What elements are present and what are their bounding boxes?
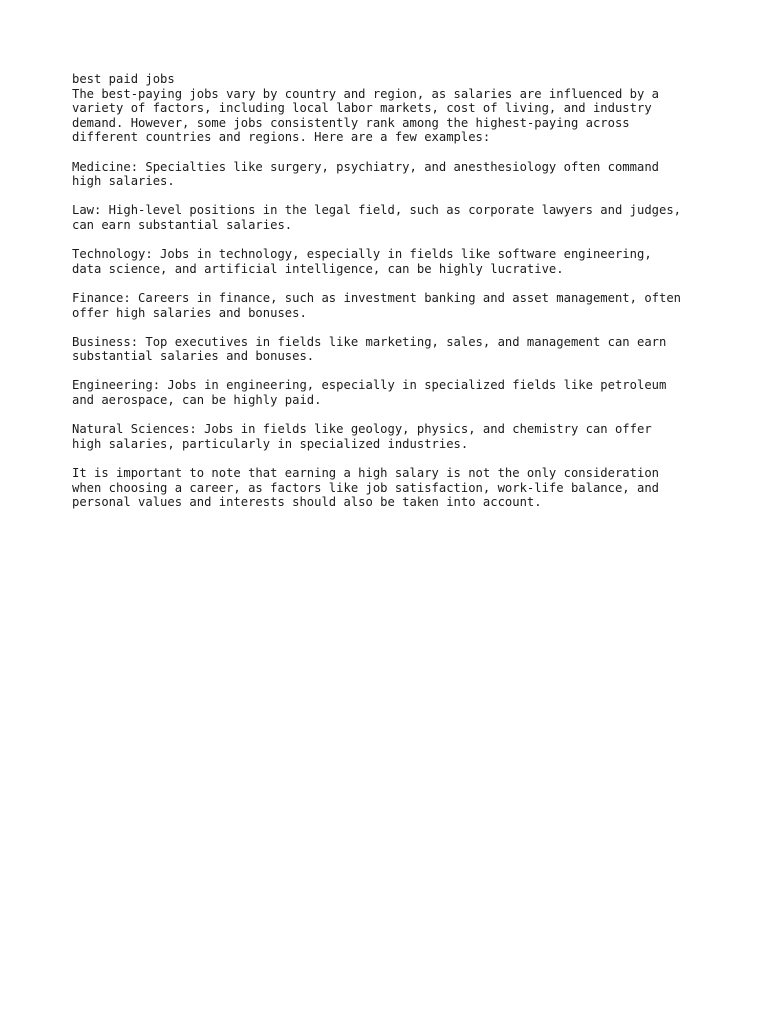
conclusion-line: personal values and interests should also be taken into account.: [72, 495, 542, 510]
intro-line: demand. However, some jobs consistently rank among the highest-paying across: [72, 115, 630, 130]
document-page: [72, 72, 712, 524]
section-line: Technology: Jobs in technology, especially in fields like software engineering,: [72, 247, 652, 262]
conclusion-line: It is important to note that earning a high salary is not the only consideration: [72, 466, 659, 481]
section-medicine: [72, 160, 712, 189]
intro-block: [72, 72, 712, 145]
document-title: best paid jobs: [72, 72, 175, 86]
section-line: can earn substantial salaries.: [72, 217, 293, 232]
section-business: [72, 335, 712, 364]
section-law: [72, 203, 712, 232]
intro-line: different countries and regions. Here are a few examples:: [72, 130, 491, 145]
intro-line: The best-paying jobs vary by country and region, as salaries are influenced by a: [72, 86, 659, 101]
section-natural-sciences: [72, 422, 712, 451]
section-line: substantial salaries and bonuses.: [72, 349, 315, 364]
section-technology: [72, 247, 712, 276]
section-line: high salaries, particularly in specialized industries.: [72, 436, 469, 451]
section-line: Law: High-level positions in the legal field, such as corporate lawyers and judges,: [72, 203, 682, 218]
conclusion-block: [72, 466, 712, 510]
section-line: and aerospace, can be highly paid.: [72, 393, 322, 408]
section-finance: [72, 291, 712, 320]
section-line: data science, and artificial intelligence, can be highly lucrative.: [72, 261, 564, 276]
section-line: Finance: Careers in finance, such as investment banking and asset management, often: [72, 290, 682, 305]
section-engineering: [72, 378, 712, 407]
intro-line: variety of factors, including local labor markets, cost of living, and industry: [72, 101, 652, 116]
section-line: Engineering: Jobs in engineering, especially in specialized fields like petroleum: [72, 378, 667, 393]
section-line: Medicine: Specialties like surgery, psychiatry, and anesthesiology often command: [72, 159, 659, 174]
section-line: offer high salaries and bonuses.: [72, 305, 307, 320]
section-line: high salaries.: [72, 174, 175, 189]
section-line: Business: Top executives in fields like marketing, sales, and management can earn: [72, 334, 667, 349]
section-line: Natural Sciences: Jobs in fields like geology, physics, and chemistry can offer: [72, 422, 652, 437]
conclusion-line: when choosing a career, as factors like job satisfaction, work-life balance, and: [72, 480, 659, 495]
